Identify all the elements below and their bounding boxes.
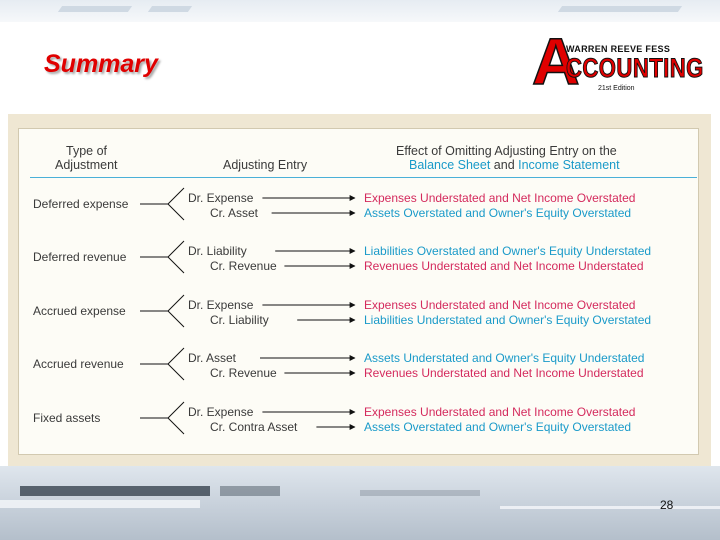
row-bracket-lower xyxy=(168,204,184,220)
row-bracket-lower xyxy=(168,257,184,273)
logo-word: CCOUNTING xyxy=(566,53,704,83)
row-effect-line1: Assets Understated and Owner's Equity Understated xyxy=(364,351,645,365)
row-debit-entry: Dr. Expense xyxy=(188,191,254,205)
row-effect-line1: Expenses Understated and Net Income Overstated xyxy=(364,405,636,419)
logo-edition: 21st Edition xyxy=(598,85,635,92)
header-and: and xyxy=(490,158,519,172)
header-type-line2: Adjustment xyxy=(55,158,118,172)
row-effect-line2: Liabilities Understated and Owner's Equity Overstated xyxy=(364,313,652,327)
logo-big-letter: A xyxy=(532,24,580,98)
row-effect-line2: Revenues Understated and Net Income Understated xyxy=(364,259,644,273)
row-credit-entry: Cr. Revenue xyxy=(210,259,277,273)
row-effect-line2: Assets Overstated and Owner's Equity Overstated xyxy=(364,420,632,434)
row-debit-entry: Dr. Expense xyxy=(188,405,254,419)
header-type-line1: Type of xyxy=(66,144,107,158)
row-credit-entry: Cr. Liability xyxy=(210,313,269,327)
row-debit-entry: Dr. Expense xyxy=(188,298,254,312)
header-adjusting-entry: Adjusting Entry xyxy=(223,158,308,172)
row-effect-line2: Assets Overstated and Owner's Equity Overstated xyxy=(364,206,632,220)
row-debit-entry: Dr. Liability xyxy=(188,244,247,258)
header-effect-line1: Effect of Omitting Adjusting Entry on the xyxy=(396,144,617,158)
row-bracket-lower xyxy=(168,418,184,434)
row-effect-line1: Expenses Understated and Net Income Overstated xyxy=(364,191,636,205)
row-credit-entry: Cr. Asset xyxy=(210,206,259,220)
row-bracket-upper xyxy=(168,348,184,364)
logo-authors: WARREN REEVE FESS xyxy=(566,44,671,54)
row-credit-entry: Cr. Revenue xyxy=(210,366,277,380)
page-number: 28 xyxy=(660,498,674,512)
row-type-label: Deferred revenue xyxy=(33,250,127,264)
row-type-label: Accrued revenue xyxy=(33,357,124,371)
row-type-label: Fixed assets xyxy=(33,411,101,425)
header-income-statement: Income Statement xyxy=(518,158,620,172)
row-type-label: Deferred expense xyxy=(33,197,129,211)
row-bracket-upper xyxy=(168,241,184,257)
bottom-decor-band xyxy=(0,466,720,540)
row-bracket-upper xyxy=(168,402,184,418)
row-credit-entry: Cr. Contra Asset xyxy=(210,420,298,434)
slide-title: Summary xyxy=(44,50,158,78)
row-debit-entry: Dr. Asset xyxy=(188,351,237,365)
header-balance-sheet: Balance Sheet xyxy=(409,158,491,172)
row-bracket-lower xyxy=(168,364,184,380)
row-effect-line2: Revenues Understated and Net Income Understated xyxy=(364,366,644,380)
row-bracket-upper xyxy=(168,295,184,311)
row-effect-line1: Expenses Understated and Net Income Overstated xyxy=(364,298,636,312)
row-type-label: Accrued expense xyxy=(33,304,126,318)
row-bracket-lower xyxy=(168,311,184,327)
row-bracket-upper xyxy=(168,188,184,204)
row-effect-line1: Liabilities Overstated and Owner's Equity Understated xyxy=(364,244,652,258)
